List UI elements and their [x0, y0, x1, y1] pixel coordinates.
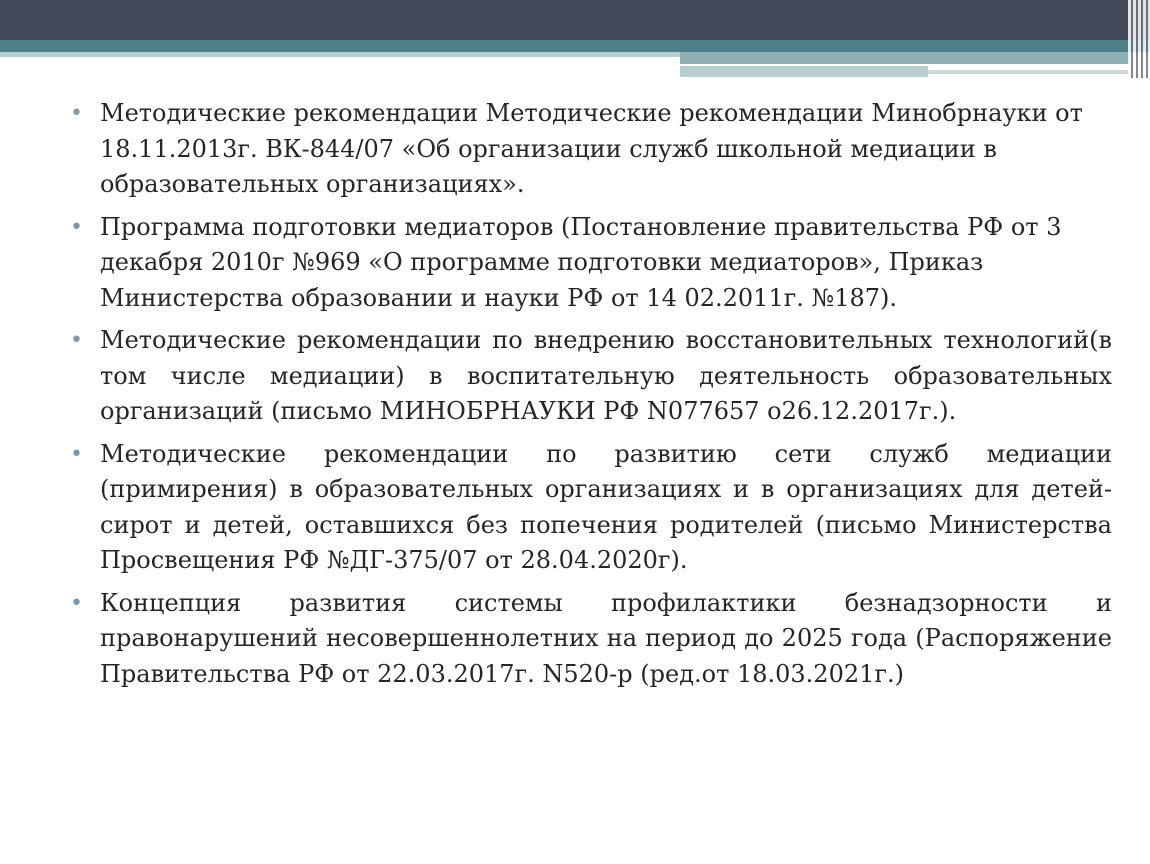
- list-item: [70, 586, 1112, 693]
- bullet-icon: •: [70, 590, 83, 616]
- list-item-text: Методические рекомендации по развитию сети служб медиации (примирения) в образовательных организациях и в организациях для детей-сирот и детей, оставшихся без попечения родителей (письмо Министерства Просвещения РФ №ДГ-375/07 от 28.04.2020г).: [100, 439, 1112, 574]
- header-stripes-decoration: [1128, 0, 1150, 78]
- list-item-text: Методические рекомендации Методические рекомендации Минобрнауки от 18.11.2013г. ВК-844/07 «Об организации служб школьной медиации в образовательных организациях».: [100, 99, 1083, 198]
- list-item: [70, 323, 1112, 430]
- header-light-band-left: [0, 52, 680, 57]
- slide-content: [70, 96, 1112, 699]
- list-item: [70, 96, 1112, 203]
- bullet-list: [70, 96, 1112, 692]
- header-light-band-right: [680, 52, 1130, 64]
- bullet-icon: •: [70, 441, 83, 467]
- list-item: [70, 437, 1112, 579]
- header-teal-band: [0, 40, 1150, 52]
- header-light-band-thin: [928, 70, 1130, 74]
- list-item-text: Программа подготовки медиаторов (Постановление правительства РФ от 3 декабря 2010г №969 «О программе подготовки медиаторов», Приказ Министерства образовании и науки РФ от 14 02.2011г. №187).: [100, 212, 1062, 312]
- bullet-icon: •: [70, 328, 83, 353]
- list-item: [70, 210, 1112, 317]
- bullet-icon: •: [70, 214, 83, 240]
- list-item-text: Методические рекомендации по внедрению восстановительных технологий(в том числе медиации) в воспитательную деятельность образовательных организаций (письмо МИНОБРНАУКИ РФ N077657 о26.12.2017г.).: [100, 326, 1112, 425]
- bullet-icon: •: [70, 101, 83, 126]
- header-light-band-lower: [680, 66, 928, 77]
- list-item-text: Концепция развития системы профилактики безнадзорности и правонарушений несовершеннолетних на период до 2025 года (Распоряжение Правительства РФ от 22.03.2017г. N520-р (ред.от 18.03.2021г.): [100, 588, 1112, 688]
- header-dark-band: [0, 0, 1150, 40]
